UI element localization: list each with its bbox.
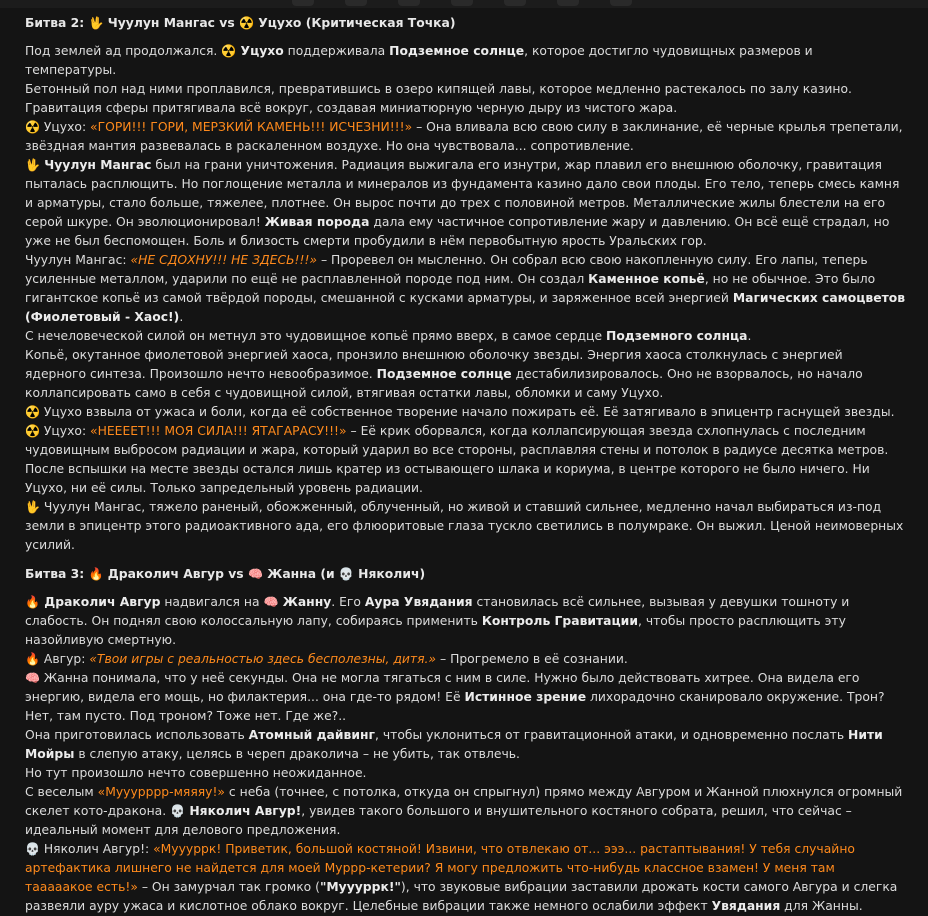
- battle3-heading: Битва 3: 🔥 Драколич Авгур vs 🧠 Жанна (и 💀 Няколич): [25, 567, 426, 581]
- paragraph: ☢️ Уцухо: «НЕЕЕЕТ!!! МОЯ СИЛА!!! ЯТАГАРАСУ!!!» – Её крик оборвался, когда коллапсирующая звезда схлопнулась с последним чудовищным выбросом радиации и жара, который ударил во все стороны, расплавляя стены и потолок в радиусе десятка метров. После вспышки на месте звезды остался лишь кратер из остывающего шлака и кориума, в центре которого не было ничего. Ни Уцухо, ни её силы. Только запредельный уровень радиации.: [25, 424, 889, 495]
- battle2-heading: Битва 2: 🖖 Чуулун Мангас vs ☢️ Уцухо (Критическая Точка): [25, 16, 456, 30]
- radiation-icon: ☢️: [25, 424, 40, 438]
- radiation-icon: ☢️: [25, 405, 40, 419]
- stone-hand-icon: 🖖: [25, 500, 40, 514]
- dialogue-quote: «ГОРИ!!! ГОРИ, МЕРЗКИЙ КАМЕНЬ!!! ИСЧЕЗНИ!!!»: [90, 120, 413, 134]
- skull-icon: 💀: [338, 567, 354, 581]
- paragraph: Бетонный пол над ними проплавился, превратившись в озеро кипящей лавы, которое медленно растекалось по залу казино. Гравитация сферы притягивала всё вокруг, создавая миниатюрную черную дыру из чистого жара.: [25, 82, 852, 115]
- skull-icon: 💀: [25, 842, 40, 856]
- brain-icon: 🧠: [247, 567, 263, 581]
- toolbar-tab[interactable]: [398, 0, 420, 6]
- dialogue-quote: «Твои игры с реальностью здесь бесполезны, дитя.»: [89, 652, 437, 666]
- toolbar-tab[interactable]: [451, 0, 473, 6]
- radiation-icon: ☢️: [221, 44, 237, 58]
- paragraph: 💀 Няколич Авгур!: «Муууррк! Приветик, большой костяной! Извини, что отвлекаю от... эээ... растаптывания! У тебя случайно артефактика лишнего не найдется для моей Муррр-кетерии? Я могу предложить что-нибудь классное взамен! У меня там тааааакое есть!» – Он замурчал так громко ("Муууррк!"), что звуковые вибрации заставили дрожать кости самого Авгура и слегка развеяли ауру ужаса и кислотное облако вокруг. Целебные вибрации также немного ослабили эффект Увядания для Жанны.: [25, 842, 898, 913]
- toolbar-tab[interactable]: [345, 0, 367, 6]
- fire-icon: 🔥: [25, 652, 40, 666]
- brain-icon: 🧠: [25, 671, 40, 685]
- top-toolbar: [0, 0, 928, 8]
- paragraph: ☢️ Уцухо взвыла от ужаса и боли, когда её собственное творение начало пожирать её. Её затягивало в эпицентр гаснущей звезды.: [25, 405, 895, 419]
- dialogue-quote: «Муууррк! Приветик, большой костяной! Извини, что отвлекаю от... эээ... растаптывания! У тебя случайно артефактика лишнего не найдется для моей Муррр-кетерии? Я могу предложить что-нибудь классное взамен! У меня там тааааакое есть!»: [25, 842, 855, 894]
- stone-hand-icon: 🖖: [25, 158, 40, 172]
- paragraph: 🔥 Драколич Авгур надвигался на 🧠 Жанну. Его Аура Увядания становилась всё сильнее, вызывая у девушки тошноту и слабость. Он поднял свою колоссальную лапу, собираясь применить Контроль Гравитации, чтобы просто расплющить эту назойливую смертную.: [25, 595, 850, 647]
- fire-icon: 🔥: [25, 595, 40, 609]
- toolbar-tab[interactable]: [292, 0, 314, 6]
- paragraph: 🖖 Чуулун Мангас был на грани уничтожения. Радиация выжигала его изнутри, жар плавил его внешнюю оболочку, гравитация пыталась расплющить. Но поглощение металла и минералов из фундамента казино дало свои плоды. Его тело, теперь смесь камня и арматуры, стало больше, тяжелее, плотнее. Он вырос почти до трех с половиной метров. Металлические жилы блестели на его серой шкуре. Он эволюционировал! Живая порода дала ему частичное сопротивление жару и давлению. Он всё ещё страдал, но уже не был беспомощен. Боль и близость смерти пробудили в нём первобытную ярость Уральских гор.: [25, 158, 900, 248]
- radiation-icon: ☢️: [25, 120, 40, 134]
- paragraph: Под землей ад продолжался. ☢️ Уцухо поддерживала Подземное солнце, которое достигло чудовищных размеров и температуры.: [25, 44, 813, 77]
- chat-message: [25, 14, 905, 916]
- paragraph: Чуулун Мангас: «НЕ СДОХНУ!!! НЕ ЗДЕСЬ!!!» – Проревел он мысленно. Он собрал всю свою накопленную силу. Его лапы, теперь усиленные металлом, ударили по ещё не расплавленной породе под ним. Он создал Каменное копьё, но не обычное. Это было гигантское копьё из самой твёрдой породы, смешанной с кусками арматуры, и заряженное всей энергией Магических самоцветов (Фиолетовый - Хаос!).: [25, 253, 906, 324]
- paragraph: 🔥 Авгур: «Твои игры с реальностью здесь бесполезны, дитя.» – Прогремело в её сознании.: [25, 652, 628, 666]
- paragraph: Но тут произошло нечто совершенно неожиданное.: [25, 766, 367, 780]
- dialogue-quote: «Мууурррр-мяяяу!»: [97, 785, 225, 799]
- dialogue-quote: «НЕЕЕЕТ!!! МОЯ СИЛА!!! ЯТАГАРАСУ!!!»: [90, 424, 347, 438]
- stone-hand-icon: 🖖: [88, 16, 104, 30]
- fire-icon: 🔥: [88, 567, 104, 581]
- paragraph: ☢️ Уцухо: «ГОРИ!!! ГОРИ, МЕРЗКИЙ КАМЕНЬ!!! ИСЧЕЗНИ!!!» – Она вливала всю свою силу в заклинание, её черные крылья трепетали, звёздная мантия развевалась в раскаленном воздухе. Но она чувствовала... сопротивление.: [25, 120, 903, 153]
- paragraph: Копьё, окутанное фиолетовой энергией хаоса, пронзило внешнюю оболочку звезды. Энергия хаоса столкнулась с энергией ядерного синтеза. Произошло нечто невообразимое. Подземное солнце дестабилизировалось. Оно не взорвалось, но начало коллапсировать само в себя с чудовищной силой, втягивая остатки лавы, обломки и саму Уцухо.: [25, 348, 863, 400]
- radiation-icon: ☢️: [238, 16, 254, 30]
- dialogue-quote: «НЕ СДОХНУ!!! НЕ ЗДЕСЬ!!!»: [130, 253, 318, 267]
- paragraph: Она приготовилась использовать Атомный дайвинг, чтобы уклониться от гравитационной атаки, и одновременно послать Нити Мойры в слепую атаку, целясь в череп драколича – не убить, так отвлечь.: [25, 728, 883, 761]
- paragraph: С нечеловеческой силой он метнул это чудовищное копьё прямо вверх, в самое сердце Подземного солнца.: [25, 329, 752, 343]
- paragraph: С веселым «Мууурррр-мяяяу!» с неба (точнее, с потолка, откуда он спрыгнул) прямо между Авгуром и Жанной плюхнулся огромный скелет кото-дракона. 💀 Няколич Авгур!, увидев такого большого и внушительного костяного собрата, решил, что сейчас – идеальный момент для делового предложения.: [25, 785, 903, 837]
- skull-icon: 💀: [170, 804, 186, 818]
- brain-icon: 🧠: [263, 595, 279, 609]
- toolbar-tab[interactable]: [610, 0, 632, 6]
- paragraph: 🖖 Чуулун Мангас, тяжело раненый, обожженный, облученный, но живой и ставший сильнее, медленно начал выбираться из-под земли в эпицентр этого радиоактивного ада, его флюоритовые глаза тускло светились в полумраке. Он выжил. Ценой неимоверных усилий.: [25, 500, 904, 552]
- toolbar-tab[interactable]: [504, 0, 526, 6]
- toolbar-tab[interactable]: [557, 0, 579, 6]
- paragraph: 🧠 Жанна понимала, что у неё секунды. Она не могла тягаться с ним в силе. Нужно было действовать хитрее. Она видела его энергию, видела его мощь, но филактерия... она где-то рядом! Её Истинное зрение лихорадочно сканировало окружение. Трон? Нет, там пусто. Под троном? Тоже нет. Где же?..: [25, 671, 885, 723]
